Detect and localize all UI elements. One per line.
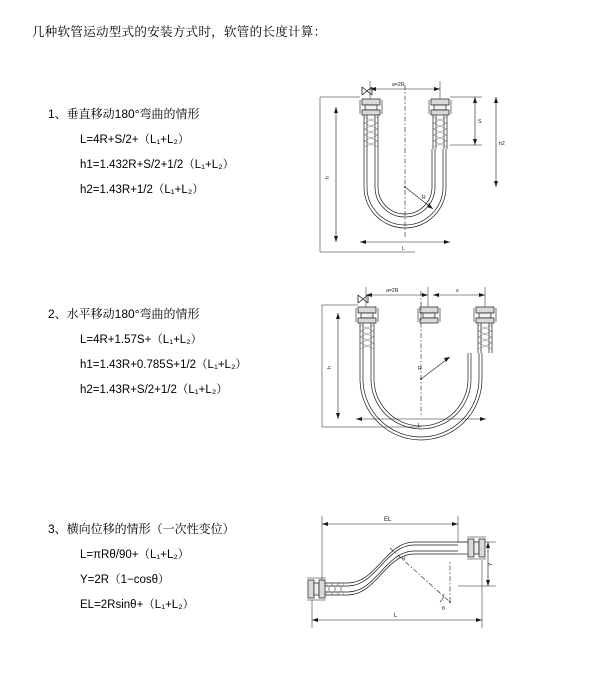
page-title: 几种软管运动型式的安装方式时，软管的长度计算：	[32, 25, 327, 39]
case-2-text	[48, 305, 308, 406]
svg-text:Y: Y	[488, 562, 494, 566]
svg-text:L: L	[418, 423, 421, 429]
case-1-formula-1: L=4R+S/2+（L₁+L₂）	[80, 134, 190, 146]
case-2-formula-1: L=4R+1.57S+（L₁+L₂）	[80, 334, 203, 346]
case-3-formula-1: L=πRθ/90+（L₁+L₂）	[80, 549, 190, 561]
svg-text:S: S	[478, 119, 482, 125]
svg-text:θ: θ	[442, 606, 445, 612]
svg-text:h2: h2	[499, 141, 505, 147]
case-1-formula-3: h2=1.43R+1/2（L₁+L₂）	[80, 184, 204, 196]
case-3-text	[48, 520, 308, 621]
case-3-formula-2: Y=2R（1−cosθ）	[80, 574, 170, 586]
svg-text:EL: EL	[384, 517, 392, 523]
case-2-formula-2: h1=1.43R+0.785S+1/2（L₁+L₂）	[80, 359, 247, 371]
case-1-title: 1、垂直移动180°弯曲的情形	[48, 107, 200, 121]
case-3-title: 3、横向位移的情形（一次性变位）	[48, 522, 235, 536]
case-2-title: 2、水平移动180°弯曲的情形	[48, 307, 200, 321]
case-1-figure	[300, 67, 530, 277]
case-2-formula-3: h2=1.43R+S/2+1/2（L₁+L₂）	[80, 384, 228, 396]
case-1-formula-2: h1=1.432R+S/2+1/2（L₁+L₂）	[80, 159, 235, 171]
svg-text:L: L	[402, 246, 405, 252]
svg-text:R: R	[422, 195, 426, 201]
svg-text:R: R	[402, 556, 406, 562]
svg-text:a=2R: a=2R	[386, 288, 399, 294]
case-3-figure	[290, 502, 530, 642]
svg-text:L: L	[394, 613, 398, 619]
svg-text:h: h	[325, 176, 331, 179]
svg-text:a=2R: a=2R	[392, 82, 405, 88]
case-3-formula-3: EL=2Rsinθ+（L₁+L₂）	[80, 599, 195, 611]
svg-text:h: h	[327, 366, 333, 369]
case-2-figure	[300, 277, 530, 457]
svg-text:R: R	[418, 366, 422, 372]
case-1-text	[48, 105, 308, 206]
svg-text:s: s	[456, 288, 459, 294]
